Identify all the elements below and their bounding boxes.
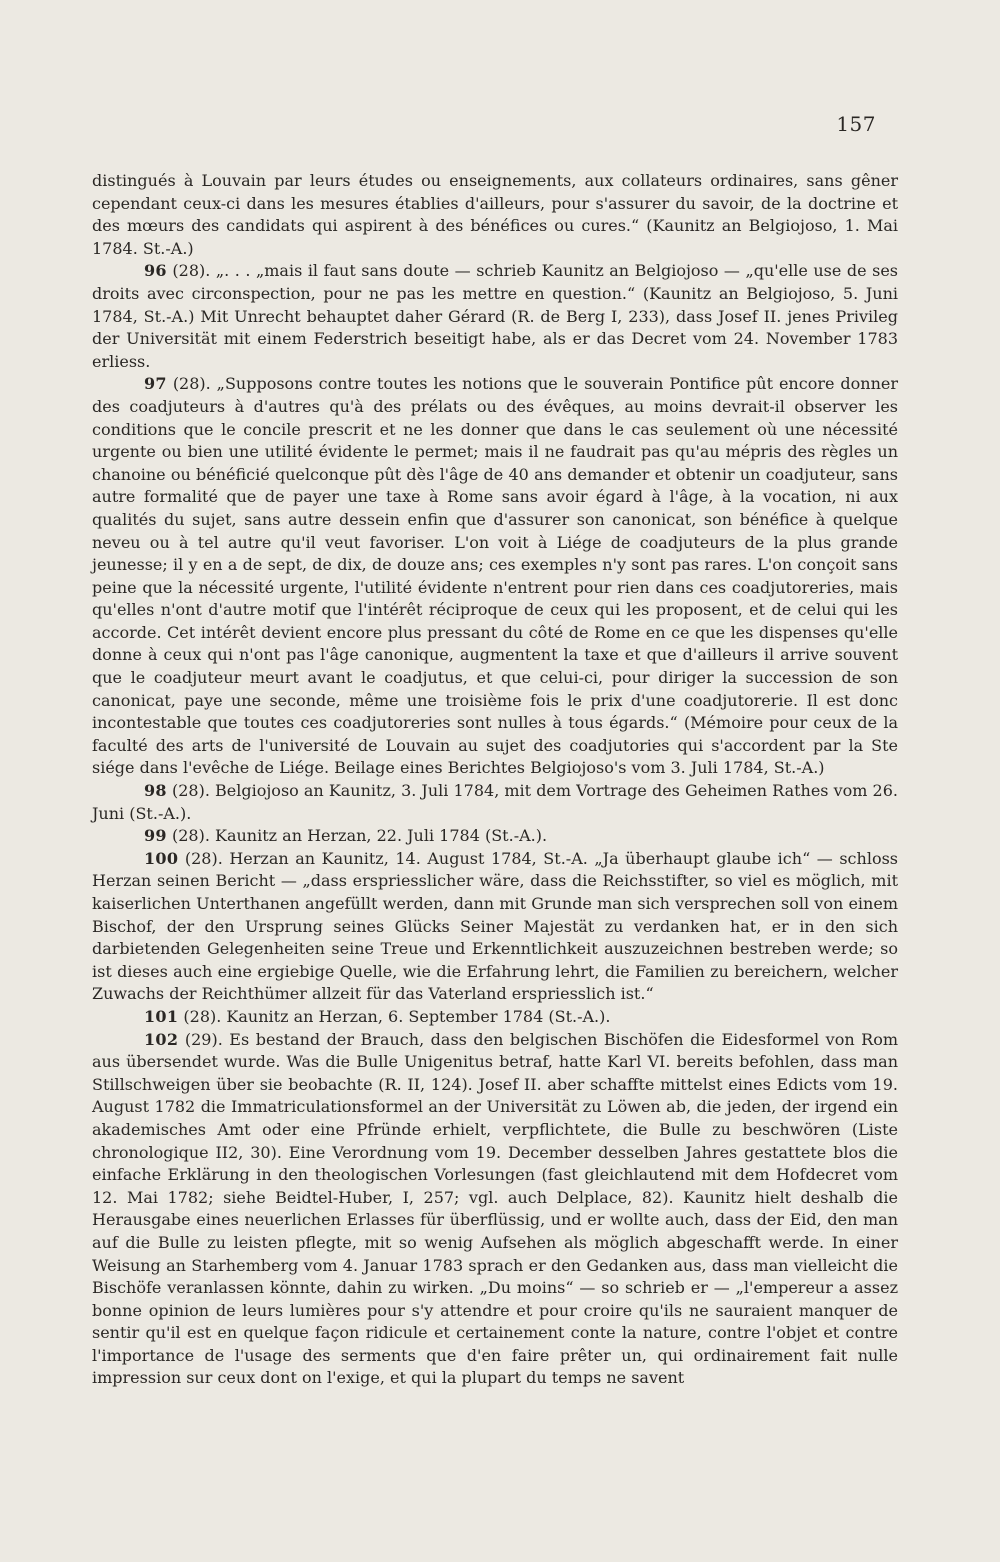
footnote-101: [92, 1006, 898, 1029]
footnotes-text: [92, 170, 898, 1390]
footnote-number: 96: [144, 261, 167, 281]
footnote-96: [92, 260, 898, 373]
footnote-text: (29). Es bestand der Brauch, dass den belgischen Bischöfen die Eidesformel von Rom aus übersendet wurde. Was die Bulle Unigenitus betraf, hatte Karl VI. bereits befohlen, dass man Stillschweigen über sie beobachte (R. II, 124). Josef II. aber schaffte mittelst eines Edicts vom 19. August 1782 die Immatriculationsformel an der Universität zu Löwen ab, die jeden, der irgend ein akademisches Amt oder eine Pfründe erhielt, verpflichtete, die Bulle zu beschwören (Liste chronologique II2, 30). Eine Verordnung vom 19. December desselben Jahres gestattete blos die einfache Erklärung in den theologischen Vorlesungen (fast gleichlautend mit dem Hofdecret vom 12. Mai 1782; siehe Beidtel-Huber, I, 257; vgl. auch Delplace, 82). Kaunitz hielt deshalb die Herausgabe eines neuerlichen Erlasses für überflüssig, und er wollte auch, dass der Eid, den man auf die Bulle zu leisten pflegte, mit so wenig Aufsehen als möglich abgeschafft werde. In einer Weisung an Starhemberg vom 4. Januar 1783 sprach er den Gedanken aus, dass man vielleicht die Bischöfe veranlassen könnte, dahin zu wirken. „Du moins“ — so schrieb er — „l'empereur a assez bonne opinion de leurs lumières pour s'y attendre et pour croire qu'ils ne sauraient manquer de sentir qu'il est en quelque façon ridicule et certainement conte la nature, contre l'objet et contre l'importance de l'usage des serments que d'en faire prêter un, qui ordinairement fait nulle impression sur ceux dont on l'exige, et qui la plupart du temps ne savent: [92, 1029, 899, 1388]
footnote-text: (28). Kaunitz an Herzan, 22. Juli 1784 (St.-A.).: [171, 826, 548, 846]
footnote-102: [92, 1029, 898, 1391]
footnote-text: distingués à Louvain par leurs études ou enseignements, aux collateurs ordinaires, sans gêner cependant ceux-ci dans les mesures établies d'ailleurs, pour s'assurer du savoir, de la doctrine et des mœurs des candidats qui aspirent à des bénéfices ou cures.“ (Kaunitz an Belgiojoso, 1. Mai 1784. St.-A.): [92, 171, 898, 258]
footnote-number: 97: [144, 374, 167, 394]
footnote-97: [92, 373, 898, 780]
footnote-number: 102: [144, 1029, 179, 1049]
footnote-number: 101: [144, 1006, 179, 1026]
footnote-number: 99: [144, 826, 167, 846]
footnote-text: (28). „Supposons contre toutes les notions que le souverain Pontifice pût encore donner des coadjuteurs à d'autres qu'à des prélats ou des évêques, au moins devrait-il observer les conditions que le concile prescrit et ne les donner que dans le cas seulement où une nécessité urgente ou bien une utilité évidente le permet; mais il ne faudrait pas qu'au mépris des règles un chanoine ou bénéficié quelconque pût dès l'âge de 40 ans demander et obtenir un coadjuteur, sans autre formalité que de payer une taxe à Rome sans avoir égard à l'âge, à la vocation, ni aux qualités du sujet, sans autre dessein enfin que d'assurer son canonicat, son bénéfice à quelque neveu ou à tel autre qu'il veut favoriser. L'on voit à Liége de coadjuteurs de la plus grande jeunesse; il y en a de sept, de dix, de douze ans; ces exemples n'y sont pas rares. L'on conçoit sans peine que la nécessité urgente, l'utilité évidente n'entrent pour rien dans ces coadjutoreries, mais qu'elles n'ont d'autre motif que l'intérêt réciproque de ceux qui les proposent, et de celui qui les accorde. Cet intérêt devient encore plus pressant du côté de Rome en ce que les dispenses qu'elle donne à ceux qui n'ont pas l'âge canonique, augmentent la taxe et que d'ailleurs il arrive souvent que le coadjuteur meurt avant le coadjutus, et que celui-ci, pour diriger la succession de son canonicat, paye une seconde, même une troisième fois le prix d'une coadjutorerie. Il est donc incontestable que toutes ces coadjutoreries sont nulles à tous égards.“ (Mémoire pour ceux de la faculté des arts de l'université de Louvain au sujet des coadjutories qui s'accordent par la Ste siége dans l'evêche de Liége. Beilage eines Berichtes Belgiojoso's vom 3. Juli 1784, St.-A.): [92, 374, 898, 778]
page-number: 157: [836, 112, 876, 136]
footnote-100: [92, 848, 898, 1006]
footnote-text: (28). Herzan an Kaunitz, 14. August 1784, St.-A. „Ja überhaupt glaube ich“ — schloss Herzan seinen Bericht — „dass erspriesslicher wäre, dass die Reichsstifter, so viel es möglich, mit kaiserlichen Unterthanen angefüllt werden, dann mit Grunde man sich versprechen soll von einem Bischof, der den Ursprung seines Glücks Seiner Majestät zu verdanken hat, er in den sich darbietenden Gelegenheiten seine Treue und Erkenntlichkeit auszuzeichnen bestreben werde; so ist dieses auch eine ergiebige Quelle, wie die Erfahrung lehrt, die Familien zu bereichern, welcher Zuwachs der Reichthümer allzeit für das Vaterland erspriesslich ist.“: [92, 848, 898, 1004]
footnote-number: 100: [144, 848, 179, 868]
footnote-text: (28). Kaunitz an Herzan, 6. September 1784 (St.-A.).: [183, 1006, 611, 1026]
footnote-99: [92, 825, 898, 848]
footnote-98: [92, 780, 898, 825]
footnote-continuation: [92, 170, 898, 260]
footnote-text: (28). Belgiojoso an Kaunitz, 3. Juli 1784, mit dem Vortrage des Geheimen Rathes vom 26. Juni (St.-A.).: [92, 781, 898, 823]
footnote-text: (28). „. . . „mais il faut sans doute — schrieb Kaunitz an Belgiojoso — „qu'elle use de ses droits avec circonspection, pour ne pas les mettre en question.“ (Kaunitz an Belgiojoso, 5. Juni 1784, St.-A.) Mit Unrecht behauptet daher Gérard (R. de Berg I, 233), dass Josef II. jenes Privileg der Universität mit einem Federstrich beseitigt habe, als er das Decret vom 24. November 1783 erliess.: [92, 261, 899, 371]
footnote-number: 98: [144, 781, 167, 801]
